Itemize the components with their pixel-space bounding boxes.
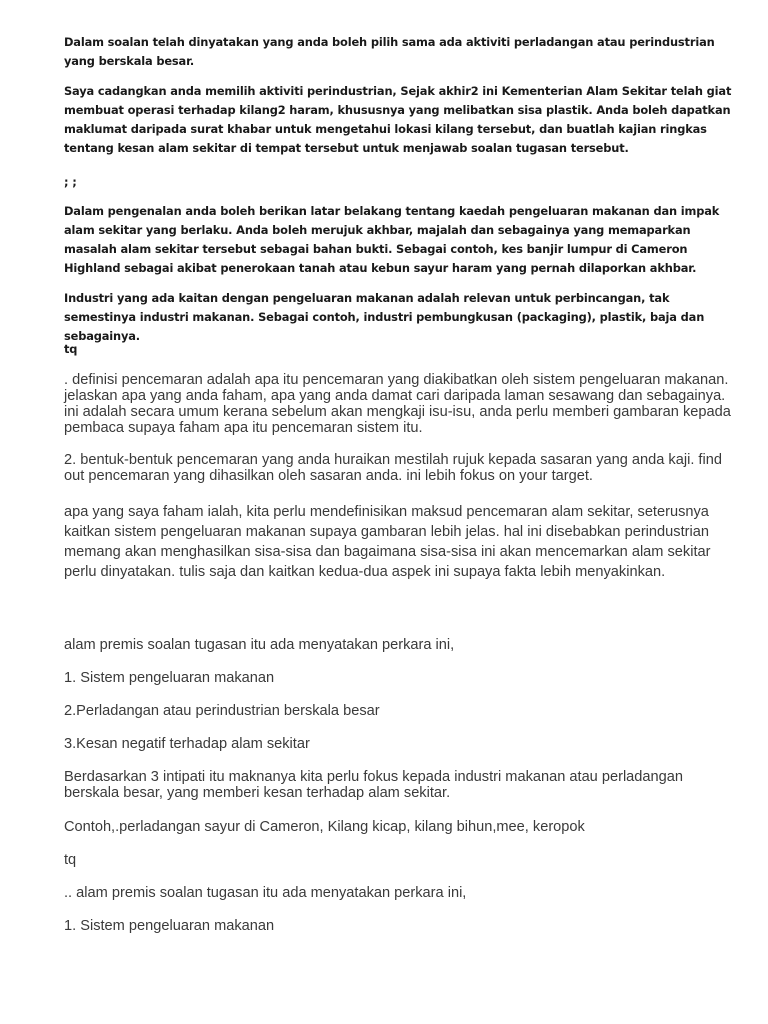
paragraph-8: 2. bentuk-bentuk pencemaran yang anda huraikan mestilah rujuk kepada sasaran yang anda kaji. find out pencemaran yang dihasilkan oleh sasaran anda. ini lebih fokus on your target. (64, 452, 722, 484)
paragraph-14: .. alam premis soalan tugasan itu ada menyatakan perkara ini, (64, 885, 467, 901)
paragraph-6: tq (64, 342, 78, 356)
paragraph-12: Contoh,.perladangan sayur di Cameron, Kilang kicap, kilang bihun,mee, keropok (64, 819, 585, 835)
paragraph-4: Dalam pengenalan anda boleh berikan latar belakang tentang kaedah pengeluaran makanan dan impak alam sekitar yang berlaku. Anda boleh merujuk akhbar, majalah dan sebagainya yang memaparkan masalah alam sekitar tersebut sebagai bahan bukti. Sebagai contoh, kes banjir lumpur di Cameron Highland sebagai akibat penerokaan tanah atau kebun sayur haram yang pernah dilaporkan akhbar. (64, 204, 720, 275)
paragraph-2: Saya cadangkan anda memilih aktiviti perindustrian, Sejak akhir2 ini Kementerian Alam Sekitar telah giat membuat operasi terhadap kilang2 haram, khususnya yang melibatkan sisa plastik. Anda boleh dapatkan maklumat daripada surat khabar untuk mengetahui lokasi kilang tersebut, dan buatlah kajian ringkas tentang kesan alam sekitar di tempat tersebut untuk menjawab soalan tugasan tersebut. (64, 84, 732, 155)
paragraph-10: alam premis soalan tugasan itu ada menyatakan perkara ini, (64, 637, 455, 653)
paragraph-9: apa yang saya faham ialah, kita perlu mendefinisikan maksud pencemaran alam sekitar, seterusnya kaitkan sistem pengeluaran makanan supaya gambaran lebih jelas. hal ini disebabkan perindustrian memang akan menghasilkan sisa-sisa dan bagaimana sisa-sisa ini akan mencemarkan alam sekitar perlu dinyatakan. tulis saja dan kaitkan kedua-dua aspek ini supaya fakta lebih menyakinkan. (64, 504, 711, 580)
paragraph-13: tq (64, 852, 77, 868)
paragraph-5: Industri yang ada kaitan dengan pengeluaran makanan adalah relevan untuk perbincangan, tak semestinya industri makanan. Sebagai contoh, industri pembungkusan (packaging), plastik, baja dan sebagainya. (64, 291, 705, 343)
list-item-4: 1. Sistem pengeluaran makanan (64, 918, 275, 934)
list-item-1: 1. Sistem pengeluaran makanan (64, 670, 275, 686)
list-item-3: 3.Kesan negatif terhadap alam sekitar (64, 736, 310, 752)
paragraph-1: Dalam soalan telah dinyatakan yang anda boleh pilih sama ada aktiviti perladangan atau perindustrian yang berskala besar. (64, 35, 715, 68)
list-item-2: 2.Perladangan atau perindustrian berskala besar (64, 703, 380, 719)
paragraph-11: Berdasarkan 3 intipati itu maknanya kita perlu fokus kepada industri makanan atau perladangan berskala besar, yang memberi kesan terhadap alam sekitar. (64, 769, 684, 801)
paragraph-3: ; ; (64, 175, 77, 189)
paragraph-7: . definisi pencemaran adalah apa itu pencemaran yang diakibatkan oleh sistem pengeluaran makanan. jelaskan apa yang anda faham, apa yang anda damat cari daripada laman sesawang dan sebagainya. ini adalah secara umum kerana sebelum akan mengkaji isu-isu, anda perlu memberi gambaran kepada pembaca supaya faham apa itu pencemaran sistem itu. (64, 372, 731, 436)
